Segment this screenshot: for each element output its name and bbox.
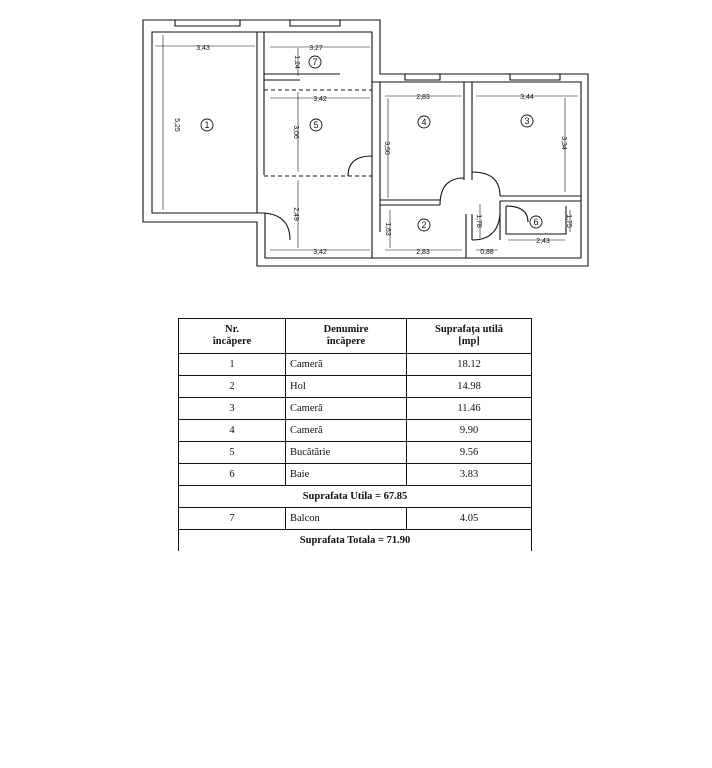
wall-2-left bbox=[372, 205, 380, 258]
grand-total: Suprafata Totala = 71.90 bbox=[179, 530, 532, 552]
room-label-7: 7 bbox=[312, 57, 318, 67]
room-name: Balcon bbox=[286, 508, 407, 530]
room-area: 18.12 bbox=[407, 354, 532, 376]
table-row bbox=[179, 420, 532, 442]
table-row bbox=[179, 354, 532, 376]
door-arc-4 bbox=[440, 178, 464, 205]
wall-3-hall bbox=[500, 196, 581, 201]
dimension-label: 2,83 bbox=[416, 249, 430, 256]
dimension-label: 2,43 bbox=[536, 238, 550, 245]
dimension-label: 0,88 bbox=[480, 249, 494, 256]
wall-5-4 bbox=[372, 82, 380, 205]
room-name: Baie bbox=[286, 464, 407, 486]
useful-total-row bbox=[179, 486, 532, 508]
room-name: Cameră bbox=[286, 420, 407, 442]
door-arc-1 bbox=[264, 213, 290, 240]
header-area: Suprafaţa utilă [mp] bbox=[407, 319, 532, 354]
wall-1-5 bbox=[257, 32, 264, 213]
dimension-label: 5,25 bbox=[173, 118, 180, 132]
room-label-2: 2 bbox=[421, 220, 427, 230]
outer-wall bbox=[143, 20, 588, 266]
door-arc-6 bbox=[506, 206, 528, 222]
dimension-label: 1,78 bbox=[475, 214, 482, 228]
room-name: Cameră bbox=[286, 354, 407, 376]
grand-total-row bbox=[179, 530, 532, 552]
room-label-3: 3 bbox=[524, 116, 530, 126]
header-name: Denumire încăpere bbox=[286, 319, 407, 354]
table-row bbox=[179, 508, 532, 530]
dimension-label: 3,42 bbox=[313, 249, 327, 256]
room-label-5: 5 bbox=[313, 120, 319, 130]
room-label-1: 1 bbox=[204, 120, 210, 130]
room-nr: 3 bbox=[179, 398, 286, 420]
room-nr: 7 bbox=[179, 508, 286, 530]
useful-total: Suprafata Utila = 67.85 bbox=[179, 486, 532, 508]
table-header-row bbox=[179, 319, 532, 354]
room-label-6: 6 bbox=[533, 217, 539, 227]
room-area-table bbox=[178, 318, 532, 551]
dimension-label: 2,49 bbox=[292, 207, 299, 221]
dimension-label: 3,27 bbox=[309, 45, 323, 52]
room-label-4: 4 bbox=[421, 117, 427, 127]
room-nr: 6 bbox=[179, 464, 286, 486]
table-row bbox=[179, 442, 532, 464]
dimension-label: 1,63 bbox=[384, 222, 391, 236]
room-nr: 4 bbox=[179, 420, 286, 442]
room-nr: 5 bbox=[179, 442, 286, 464]
dimension-label: 1,24 bbox=[293, 55, 300, 69]
wall-2-right bbox=[466, 214, 472, 258]
floor-plan bbox=[0, 0, 712, 290]
dimension-label: 3,34 bbox=[560, 136, 567, 150]
room-nr: 2 bbox=[179, 376, 286, 398]
room-area: 11.46 bbox=[407, 398, 532, 420]
wall-7 bbox=[264, 74, 340, 80]
header-nr: Nr. încăpere bbox=[179, 319, 286, 354]
dimension-label: 3,06 bbox=[292, 125, 299, 139]
room-nr: 1 bbox=[179, 354, 286, 376]
dimension-label: 3,44 bbox=[520, 94, 534, 101]
room-area: 14.98 bbox=[407, 376, 532, 398]
wall-4-hall bbox=[380, 200, 440, 205]
room-area: 4.05 bbox=[407, 508, 532, 530]
window bbox=[175, 20, 560, 80]
dimension-lines bbox=[155, 35, 578, 250]
table-row bbox=[179, 398, 532, 420]
room-name: Bucătărie bbox=[286, 442, 407, 464]
table-row bbox=[179, 376, 532, 398]
room-area: 9.56 bbox=[407, 442, 532, 464]
table-row bbox=[179, 464, 532, 486]
dimension-label: 3,50 bbox=[383, 141, 390, 155]
door-arc-5 bbox=[348, 156, 372, 176]
dimension-label: 3,43 bbox=[196, 45, 210, 52]
room-area: 9.90 bbox=[407, 420, 532, 442]
wall-4-3 bbox=[464, 82, 472, 180]
outer-wall-inner bbox=[152, 32, 581, 258]
room-name: Cameră bbox=[286, 398, 407, 420]
dimension-label: 3,42 bbox=[313, 96, 327, 103]
room-name: Hol bbox=[286, 376, 407, 398]
dimension-label: 2,83 bbox=[416, 94, 430, 101]
room-area: 3.83 bbox=[407, 464, 532, 486]
dimension-label: 1,75 bbox=[565, 214, 572, 228]
door-arc-3 bbox=[472, 172, 500, 196]
